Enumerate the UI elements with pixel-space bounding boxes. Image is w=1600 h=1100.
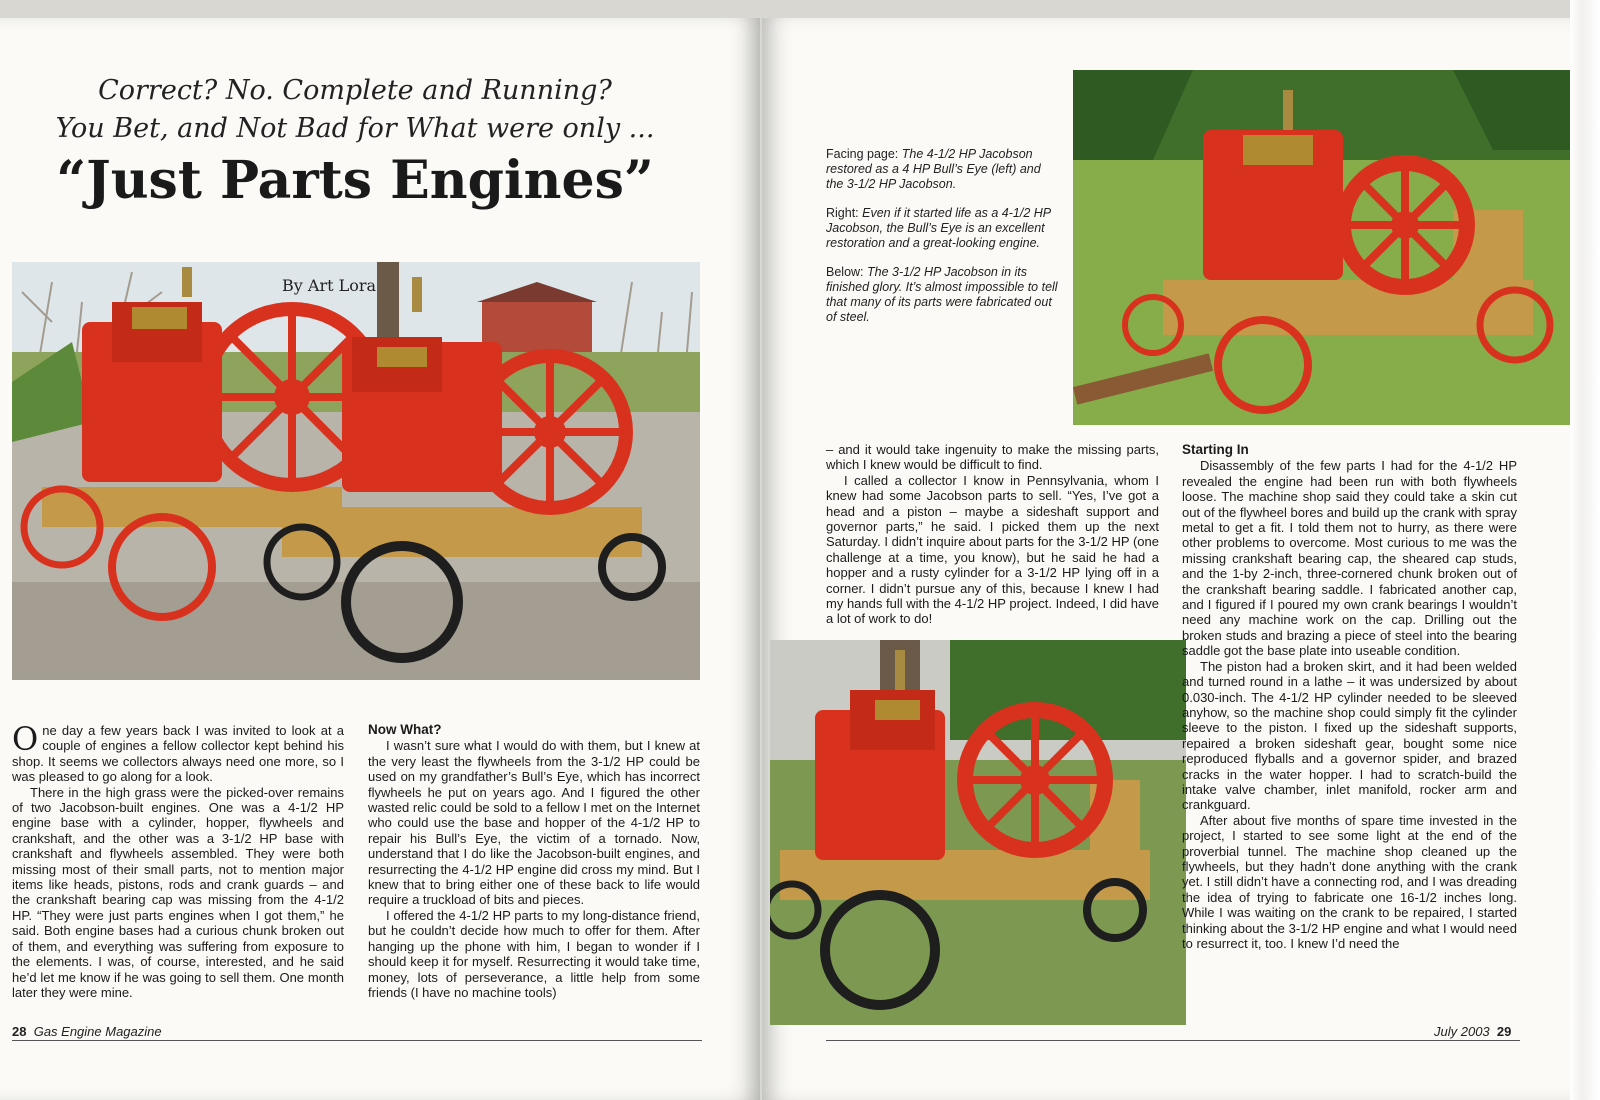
- photo-bulls-eye: [1073, 70, 1570, 425]
- article-column-3: [826, 442, 1159, 627]
- drop-cap: O: [12, 720, 39, 758]
- photo-captions: [826, 147, 1061, 339]
- page-number: 29: [1496, 1024, 1512, 1039]
- footer-rule: [12, 1040, 702, 1041]
- paragraph: – and it would take ingenuity to make the missing parts, which I knew would be difficult to find.: [826, 442, 1159, 473]
- paragraph: I offered the 4-1/2 HP parts to my long-distance friend, but he couldn’t decide how much to offer for them. After hanging up the phone with him, I began to wonder if I should keep it for myself. Resurrecting it would take time, money, lots of perseverance, a little help from some friends (I have no machine tools): [368, 907, 700, 1000]
- kicker-line-2: You Bet, and Not Bad for What were only ...: [55, 113, 655, 144]
- article-column-4: [1182, 442, 1517, 951]
- footer-rule: [826, 1040, 1520, 1041]
- page-number: 28: [12, 1024, 27, 1039]
- section-heading: Now What?: [368, 722, 442, 737]
- paragraph: There in the high grass were the picked-over remains of two Jacobson-built engines. One was a 4-1/2 HP engine base with a cylinder, hopper, flywheels and crankshaft, and the other was a 3-1/2 HP base with crankshaft and flywheels assembled. They were both missing most of their small parts, not to mention major items like heads, pistons, rods and crank guards – and the crankshaft bearing cap was missing from the 4-1/2 HP. “They were just parts engines when I got them,” he said. Both engine bases had a curious chunk broken out of them, and everything was suffering from exposure to the elements. I was, of course, interested, and he said he’d let me know if he was going to sell them. One month later they were mine.: [12, 784, 344, 1000]
- article-column-1: [12, 720, 344, 1000]
- photo-jacobson-3-1-2hp: [770, 640, 1186, 1025]
- paragraph: I called a collector I know in Pennsylvania, whom I knew had some Jacobson parts to sell. “Yes, I’ve got a head and a piston – maybe a sideshaft support and governor parts,” he said. I picked them up the next Saturday. I didn’t inquire about parts for the 3-1/2 HP (one challenge at a time, you know), but he said he had a hopper and a rusty cylinder for a 3-1/2 HP lying off in a corner. I didn’t pursue any of this, because I knew I had my hands full with the 4-1/2 HP project. Indeed, I did have a lot of work to do!: [826, 472, 1159, 627]
- byline: By Art Lora: [282, 276, 377, 295]
- left-footer: [12, 1024, 162, 1039]
- caption-right: Right: Even if it started life as a 4-1/2 HP Jacobson, the Bull’s Eye is an excellent restoration and a great-looking engine.: [826, 206, 1051, 250]
- page-edge: [1570, 0, 1600, 1100]
- caption-below: Below: The 3-1/2 HP Jacobson in its finished glory. It’s almost impossible to tell that many of its parts were fabricated out of steel.: [826, 265, 1058, 324]
- article-title: “Just Parts Engines”: [56, 150, 654, 211]
- right-footer: [1434, 1024, 1511, 1039]
- photo-two-engines: [12, 262, 700, 680]
- paragraph: The piston had a broken skirt, and it had been welded and turned round in a lathe – it was undersized by about 0.030-inch. The 4-1/2 HP cylinder needed to be sleeved anyhow, so the machine shop could simply fit the cylinder sleeve to the piston. I fixed up the sideshaft supports, repaired a broken sideshaft gear, bought some nice reproduced flyballs and a governor spider, and brazed cracks in the water hopper. I had to scratch-build the intake valve chamber, inlet manifold, rocker arm and crankguard.: [1182, 658, 1517, 813]
- section-heading: Starting In: [1182, 442, 1249, 457]
- paragraph: ne day a few years back I was invited to look at a couple of engines a fellow collector kept behind his shop. It seems we collectors always need one more, so I was pleased to go along for a look.: [12, 723, 344, 785]
- article-column-2: [368, 722, 700, 1000]
- magazine-name: Gas Engine Magazine: [33, 1024, 162, 1039]
- paragraph: I wasn’t sure what I would do with them, but I knew at the very least the flywheels from the 3-1/2 HP could be used on my grandfather’s Bull’s Eye, which has incorrect flywheels he put on years ago. And I figured the other wasted relic could be sold to a fellow I met on the Internet who could use the base and hopper of the 4-1/2 HP to repair his Bull’s Eye, the victim of a tornado. Now, understand that I do like the Jacobson-built engines, and resurrecting the 4-1/2 HP engine did cross my mind. But I knew that to bring either one of these back to life would require a truckload of bits and pieces.: [368, 738, 700, 908]
- paragraph: Disassembly of the few parts I had for the 4-1/2 HP revealed the engine had been run with both flywheels loose. The machine shop said they could take a skin cut out of the flywheel bores and build up the crank with spray metal to get a fit. I told them not to hurry, as there were other problems to overcome. Most curious to me was the missing crankshaft bearing cap, the sheared cap studs, and the 1-by 2-inch, three-cornered chunk broken out of the crankshaft bearing saddle. I fabricated another cap, and I figured if I poured my own crank bearings I wouldn’t need any machine work on the cap. Drilling out the broken studs and brazing a piece of steel into the bearing saddle got the base plate into useable condition.: [1182, 458, 1517, 659]
- issue-date: July 2003: [1434, 1024, 1490, 1039]
- kicker-line-1: Correct? No. Complete and Running?: [98, 75, 612, 106]
- caption-facing-page: Facing page: The 4-1/2 HP Jacobson restored as a 4 HP Bull’s Eye (left) and the 3-1/2 HP Jacobson.: [826, 147, 1041, 191]
- paragraph: After about five months of spare time invested in the project, I started to see some light at the end of the proverbial tunnel. The machine shop cleaned up the flywheels, but they hadn’t done anything with the crank yet. I still didn’t have a connecting rod, and I was dreading the idea of trying to fabricate one 16-1/2 inches long. While I was waiting on the crank to be repaired, I started thinking about the 3-1/2 HP engine and what I would need to resurrect it, too. I knew I’d need the: [1182, 812, 1517, 951]
